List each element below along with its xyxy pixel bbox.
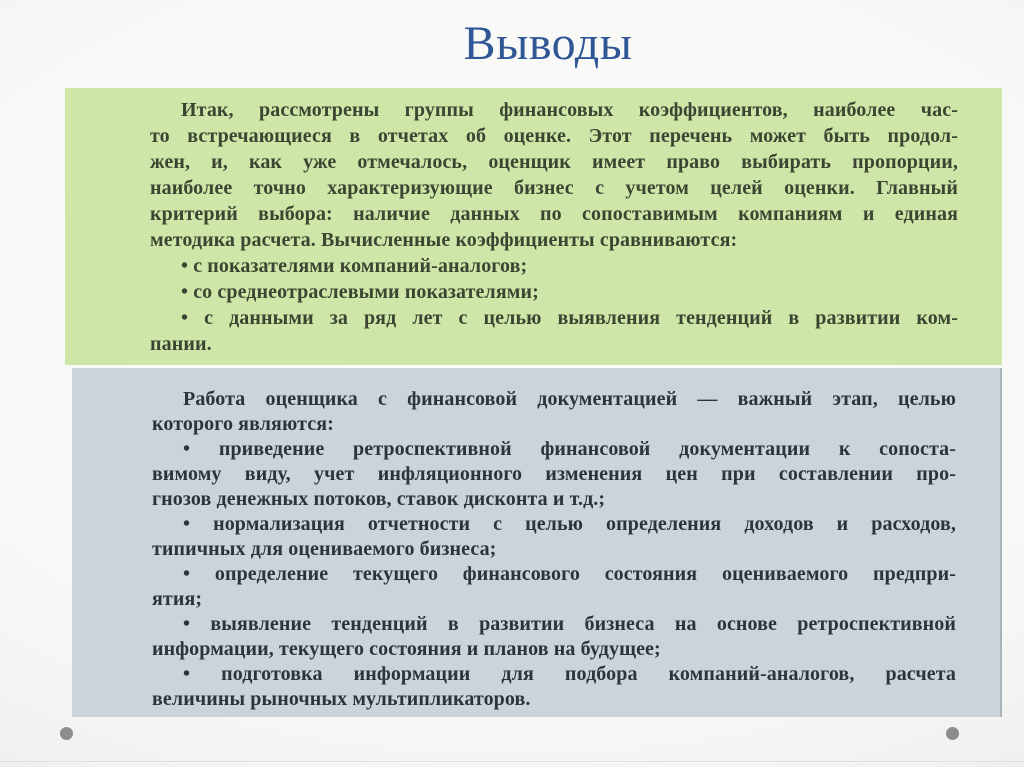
text-line: ятия;: [152, 588, 203, 610]
nav-dot-right: [946, 727, 959, 740]
text-line: • нормализация отчетности с целью определения доходов и расходов,: [183, 513, 956, 535]
text-line: • с данными за ряд лет с целью выявления тенденций в развитии ком-: [181, 307, 958, 329]
text-line: Итак, рассмотрены группы финансовых коэффициентов, наиболее час-: [181, 99, 958, 121]
text-line: типичных для оцениваемого бизнеса;: [152, 538, 497, 560]
text-line: критерий выбора: наличие данных по сопоставимым компаниям и единая: [150, 203, 958, 225]
text-line: • подготовка информации для подбора компаний-аналогов, расчета: [183, 663, 956, 685]
text-line: жен, и, как уже отмечалось, оценщик имеет право выбирать пропорции,: [150, 151, 958, 173]
text-line: наиболее точно характеризующие бизнес с учетом целей оценки. Главный: [150, 177, 958, 199]
conclusions-block: [65, 88, 1002, 365]
text-line: величины рыночных мультипликаторов.: [152, 688, 531, 710]
text-line: • с показателями компаний-аналогов;: [181, 255, 528, 277]
text-line: которого являются:: [152, 413, 334, 435]
text-line: • со среднеотраслевыми показателями;: [181, 281, 539, 303]
text-line: • определение текущего финансового состояния оцениваемого предпри-: [183, 563, 956, 585]
bottom-edge-divider: [0, 761, 1024, 762]
documentation-text: [152, 387, 956, 712]
text-line: пании.: [150, 333, 212, 355]
text-line: информации, текущего состояния и планов на будущее;: [152, 638, 661, 660]
text-line: Работа оценщика с финансовой документацией — важный этап, целью: [183, 388, 956, 410]
documentation-block: [72, 368, 1002, 717]
text-line: то встречающиеся в отчетах об оценке. Этот перечень может быть продол-: [150, 125, 958, 147]
conclusions-text: [150, 97, 958, 357]
text-line: • приведение ретроспективной финансовой документации к сопоста-: [183, 438, 956, 460]
slide-title: Выводы: [463, 17, 633, 70]
text-line: вимому виду, учет инфляционного изменения цен при составлении про-: [152, 463, 956, 485]
text-line: • выявление тенденций в развитии бизнеса на основе ретроспективной: [183, 613, 956, 635]
text-line: методика расчета. Вычисленные коэффициенты сравниваются:: [150, 229, 738, 251]
nav-dot-left: [60, 727, 73, 740]
text-line: гнозов денежных потоков, ставок дисконта и т.д.;: [152, 488, 606, 510]
